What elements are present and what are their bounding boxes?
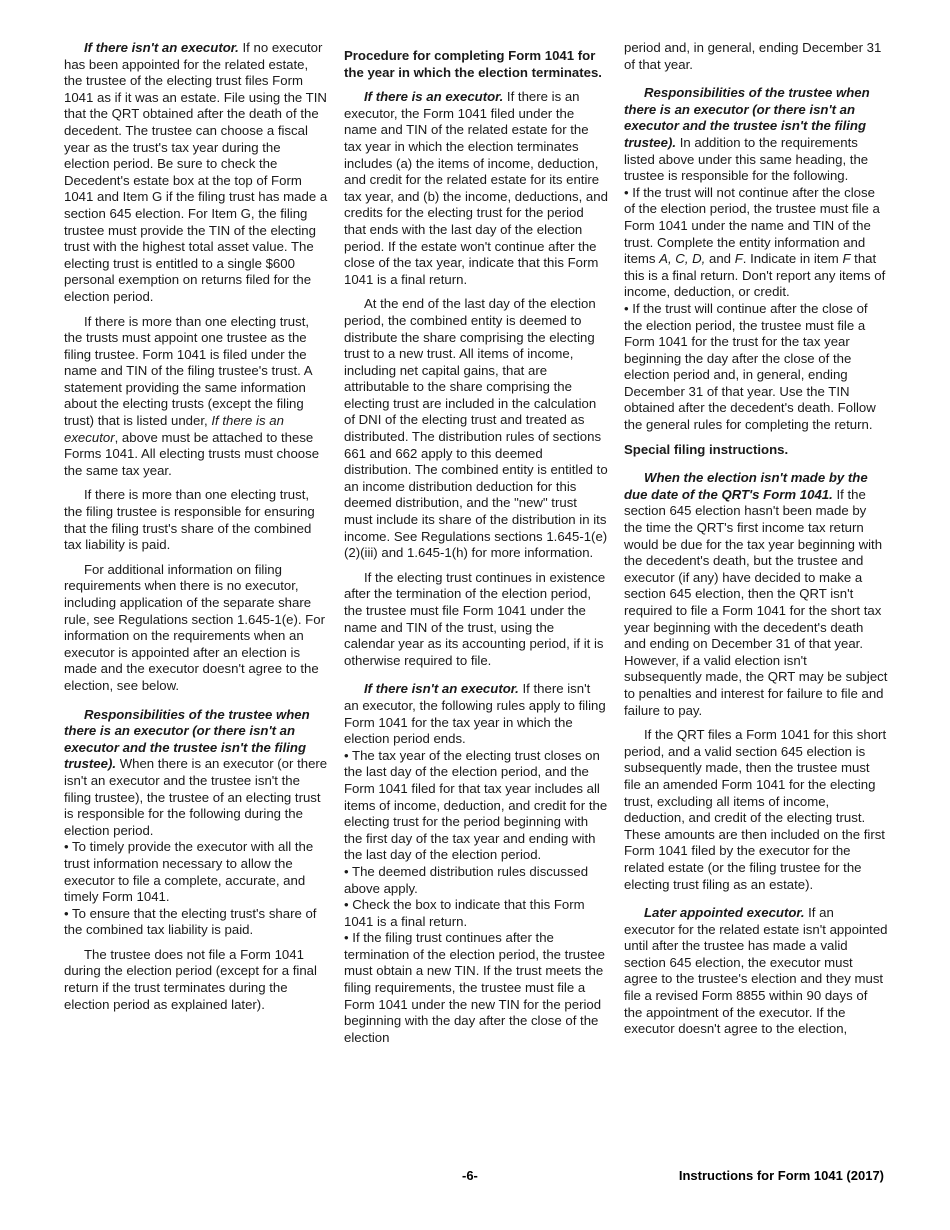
run-in-heading: If there isn't an executor. xyxy=(84,40,239,55)
column-middle xyxy=(344,40,608,1046)
section-heading: Procedure for completing Form 1041 for the year in which the election terminates. xyxy=(344,48,602,80)
paragraph: For additional information on filing requirements when there is no executor, including application of the separate share rule, see Regulations section 1.645-1(e). For information on the requirements when an executor is appointed after an election is made and the executor doesn't agree to the election, see below. xyxy=(64,561,325,693)
column-left xyxy=(64,40,328,1021)
run-in-heading: When the election isn't made by the due date of the QRT's Form 1041. xyxy=(624,470,868,502)
paragraph: Responsibilities of the trustee when there is an executor (or there isn't an executor and the trustee isn't the filing trustee). When there is an executor (or there isn't an executor and the trustee isn't the filing trustee), the trustee of an electing trust is responsible for the following during the election period. xyxy=(64,706,328,838)
run-in-heading: If there is an executor. xyxy=(364,89,504,105)
paragraph: period and, in general, ending December 31 of that year. xyxy=(624,40,882,72)
paragraph: If there isn't an executor. If there isn't an executor, the following rules apply to filing Form 1041 for the tax year in which the election period ends. xyxy=(344,681,606,747)
paragraph: Responsibilities of the trustee when there is an executor (or there isn't an executor and the trustee isn't the filing trustee). In addition to the requirements listed above under this same heading, the trustee is responsible for the following. xyxy=(624,85,870,184)
footer-title: Instructions for Form 1041 (2017) xyxy=(678,1168,884,1183)
paragraph: If there is more than one electing trust, the trusts must appoint one trustee as the filing trustee. Form 1041 is filed under the name and TIN of the filing trustee's trust. A statement providing the same information about the electing trusts (except the filing trust) that is listed under, If there is an executor, above must be attached to these Forms 1041. All electing trusts must choose the same tax year. xyxy=(64,313,320,478)
paragraph: If there is an executor. If there is an executor, the Form 1041 filed under the name and TIN of the related estate for the tax year in which the election terminates includes (a) the items of income, deduction, and credit for the related estate for its entire tax year, and (b) the income, deductions, and credits for the electing trust for the period that ends with the last day of the election period. If the estate won't continue after the close of the tax year, indicate that this Form 1041 is a final return. xyxy=(344,89,608,287)
run-in-heading: If there isn't an executor. xyxy=(364,681,519,697)
paragraph: If the electing trust continues in existence after the termination of the election period, the trustee must file Form 1041 under the name and TIN of the trust, using the calendar year as its accounting period, if it is otherwise required to file. xyxy=(344,569,606,668)
bullet-item: • If the filing trust continues after the termination of the election period, the trustee must obtain a new TIN. If the trust meets the filing requirements, the trustee must file a Form 1041 under the new TIN for the period beginning with the day after the close of the election xyxy=(344,930,605,1045)
bullet-item: • If the trust will not continue after the close of the election period, the trustee must file a Form 1041 under the name and TIN of the trust. Complete the entity information and items A, C, D, and F. Indicate in item F that this is a final return. Don't report any items of income, deduction, or credit. xyxy=(624,184,886,300)
paragraph: Later appointed executor. If an executor for the related estate isn't appointed until after the trustee has made a valid section 645 election, the executor must agree to the trustee's election and they must file a revised Form 8855 within 90 days of the appointment of the executor. If the executor doesn't agree to the election, xyxy=(624,905,888,1037)
paragraph: At the end of the last day of the election period, the combined entity is deemed to distribute the share comprising the electing trust to a new trust. All items of income, including net capital gains, that are attributable to the share comprising the electing trust are included in the calculation of DNI of the electing trust and treated as distributed. The distribution rules of sections 661 and 662 apply to this deemed distribution. The combined entity is entitled to an income distribution deduction for this deemed distribution, and the "new" trust must include its share of the distribution in its income. See Regulations sections 1.645-1(e)(2)(iii) and 1.645-1(h) for more information. xyxy=(344,296,608,561)
run-in-heading: Later appointed executor. xyxy=(644,905,805,921)
paragraph: If the QRT files a Form 1041 for this short period, and a valid section 645 election is subsequently made, then the trustee must file an amended Form 1041 for the electing trust, excluding all items of income, deduction, and credit of the electing trust. These amounts are then included on the first Form 1041 filed by the executor for the related estate (or the filing trustee for the electing trust filing as an estate). xyxy=(624,727,887,892)
bullet-item: • The tax year of the electing trust closes on the last day of the election period, and the Form 1041 filed for that tax year includes all items of income, deduction, and credit for the electing trust for the period beginning with the first day of the tax year and ending with the last day of the election period. xyxy=(344,747,608,863)
bullet-item: • If the trust will continue after the close of the election period, the trustee must file a Form 1041 for the trust for the tax year beginning the day after the close of the election period and, in general, ending December 31 of that year. Use the TIN obtained after the decedent's death. Follow the general rules for completing the return. xyxy=(624,300,876,433)
paragraph: If there isn't an executor. If no executor has been appointed for the related estate, the trustee of the electing trust files Form 1041 as if it was an estate. File using the TIN that the QRT obtained after the death of the decedent. The trustee can choose a fiscal year as the trust's tax year during the election period. Be sure to check the Decedent's estate box at the top of Form 1041 and Item G if the filing trust has made a section 645 election. For Item G, the filing trustee must provide the TIN of the electing trust with the highest total asset value. The electing trust is entitled to a single $600 personal exemption on returns filed for the election period. xyxy=(64,40,328,304)
page-number: -6- xyxy=(462,1168,478,1183)
column-right xyxy=(624,40,888,1046)
section-heading: Special filing instructions. xyxy=(624,441,789,457)
paragraph: When the election isn't made by the due date of the QRT's Form 1041. If the section 645 election hasn't been made by the time the QRT's first income tax return would be due for the tax year beginning with the decedent's death, but the trustee and executor (if any) have decided to make a section 645 election, then the QRT isn't required to file a Form 1041 for the short tax year beginning with the decedent's death and ending on December 31 of that year. However, if a valid election isn't subsequently made, the QRT may be subject to penalties and interest for failure to file and failure to pay. xyxy=(624,470,888,718)
bullet-item: • To ensure that the electing trust's share of the combined tax liability is paid. xyxy=(64,905,317,938)
bullet-item: • To timely provide the executor with all the trust information necessary to allow the executor to file a complete, accurate, and timely Form 1041. xyxy=(64,839,314,905)
run-in-heading: Responsibilities of the trustee when there is an executor (or there isn't an executor and the trustee isn't the filing trustee). xyxy=(64,706,310,772)
bullet-item: • The deemed distribution rules discussed above apply. xyxy=(344,863,589,896)
run-in-heading: Responsibilities of the trustee when there is an executor (or there isn't an executor and the trustee isn't the filing trustee). xyxy=(624,85,870,150)
paragraph: The trustee does not file a Form 1041 during the election period (except for a final return if the trust terminates during the election period as explained later). xyxy=(64,946,317,1012)
paragraph: If there is more than one electing trust, the filing trustee is responsible for ensuring that the filing trust's share of the combined tax liability is paid. xyxy=(64,487,315,553)
bullet-item: • Check the box to indicate that this Form 1041 is a final return. xyxy=(344,897,585,929)
